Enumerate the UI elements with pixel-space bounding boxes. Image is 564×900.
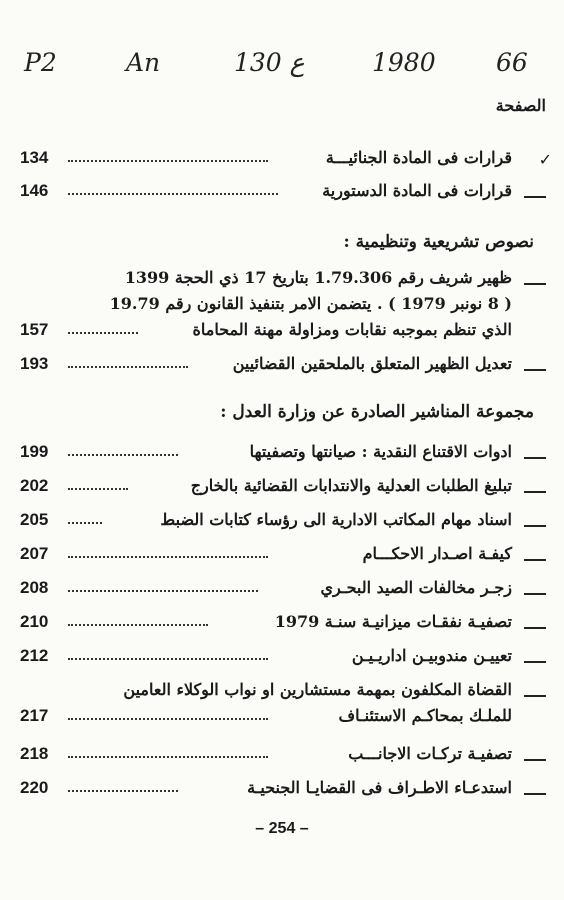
- toc-entry: [12, 510, 550, 534]
- dot-leader: [68, 658, 268, 660]
- page-number: 146: [20, 181, 49, 200]
- entry-title: تصفيـة تركـات الاجانـــب: [348, 744, 512, 763]
- page-number: 202: [20, 476, 49, 495]
- toc-entry: [12, 354, 550, 378]
- dash-marker: [524, 559, 546, 561]
- toc-entry: [12, 181, 550, 205]
- entry-title: تبليغ الطلبات العدلية والانتدابات القضائية بالخارج: [190, 476, 512, 495]
- page-number: 199: [20, 442, 49, 461]
- page-number: 217: [20, 706, 49, 725]
- dash-marker: [524, 525, 546, 527]
- handwritten-note-2: An: [126, 48, 161, 77]
- dot-leader: [68, 366, 188, 368]
- entry-title: زجـر مخالفات الصيد البحـري: [320, 578, 512, 597]
- page-number-footer: – 254 –: [255, 820, 309, 837]
- dot-leader: [68, 332, 138, 334]
- toc-entry-multiline: [12, 680, 550, 736]
- dash-marker: [524, 793, 546, 795]
- dash-marker: [524, 283, 546, 285]
- entry-title: ادوات الاقتناع النقدية : صيانتها وتصفيتها: [249, 442, 512, 461]
- entry-title: استدعـاء الاطـراف فى القضايـا الجنحيـة: [247, 778, 512, 797]
- dash-marker: [524, 627, 546, 629]
- entry-line: ظهير شريف رقم 1.79.306 بتاريخ 17 ذي الحجة 1399: [124, 268, 512, 287]
- dash-marker: [524, 369, 546, 371]
- dot-leader: [68, 160, 268, 162]
- dash-marker: [524, 593, 546, 595]
- dot-leader: [68, 590, 258, 592]
- page-number: 134: [20, 148, 49, 167]
- page-number: 157: [20, 320, 49, 339]
- entry-line: ( 8 نونبر 1979 ) . يتضمن الامر بتنفيذ القانون رقم 19.79: [109, 294, 512, 313]
- entry-title: اسناد مهام المكاتب الادارية الى رؤساء كتابات الضبط: [160, 510, 512, 529]
- page-column-label: الصفحة: [495, 96, 546, 115]
- dot-leader: [68, 488, 128, 490]
- section-heading: نصوص تشريعية وتنظيمية :: [343, 232, 534, 252]
- handwritten-note-4: 1980: [372, 48, 436, 77]
- entry-title: قرارات فى المادة الدستورية: [322, 181, 512, 200]
- dot-leader: [68, 790, 178, 792]
- toc-entry: [12, 778, 550, 802]
- page-number: 207: [20, 544, 49, 563]
- dash-marker: [524, 759, 546, 761]
- toc-entry: [12, 544, 550, 568]
- toc-entry: [12, 646, 550, 670]
- entry-title: تعديل الظهير المتعلق بالملحقين القضائيين: [232, 354, 512, 373]
- dash-marker: [524, 661, 546, 663]
- dash-marker: [524, 695, 546, 697]
- toc-entry: [12, 476, 550, 500]
- dot-leader: [68, 718, 268, 720]
- page-number: 212: [20, 646, 49, 665]
- handwritten-note-1: P2: [24, 48, 57, 77]
- entry-line: للملـك بمحاكـم الاستئنـاف: [338, 706, 512, 725]
- dash-marker: [524, 196, 546, 198]
- toc-entry: [12, 442, 550, 466]
- dash-marker: [524, 457, 546, 459]
- dot-leader: [68, 454, 178, 456]
- toc-entry: [12, 148, 550, 172]
- page-number: 193: [20, 354, 49, 373]
- dot-leader: [68, 756, 268, 758]
- entry-title: كيفـة اصـدار الاحكـــام: [362, 544, 512, 563]
- dot-leader: [68, 193, 278, 195]
- entry-title: قرارات فى المادة الجنائيـــة: [325, 148, 512, 167]
- page-number: 218: [20, 744, 49, 763]
- toc-entry: [12, 744, 550, 768]
- entry-line: القضاة المكلفون بمهمة مستشارين او نواب الوكلاء العامين: [123, 680, 512, 699]
- toc-entry-multiline: [12, 268, 550, 348]
- toc-entry: [12, 612, 550, 636]
- handwritten-note-5: 66: [496, 48, 528, 77]
- page-number: 205: [20, 510, 49, 529]
- section-heading: مجموعة المناشير الصادرة عن وزارة العدل :: [220, 402, 534, 422]
- page-number: 210: [20, 612, 49, 631]
- page-number: 208: [20, 578, 49, 597]
- entry-title: تصفيـة نفقـات ميزانيـة سنـة 1979: [274, 612, 512, 631]
- dot-leader: [68, 556, 268, 558]
- dot-leader: [68, 624, 208, 626]
- dot-leader: [68, 522, 102, 524]
- handwritten-note-3: 130 ع: [234, 48, 305, 77]
- entry-title: تعييـن مندوبيـن اداريـيـن: [351, 646, 512, 665]
- page-number: 220: [20, 778, 49, 797]
- dash-marker: [524, 491, 546, 493]
- check-mark-icon: ✓: [538, 150, 552, 169]
- toc-entry: [12, 578, 550, 602]
- entry-line: الذي تنظم بموجبه نقابات ومزاولة مهنة المحاماة: [192, 320, 512, 339]
